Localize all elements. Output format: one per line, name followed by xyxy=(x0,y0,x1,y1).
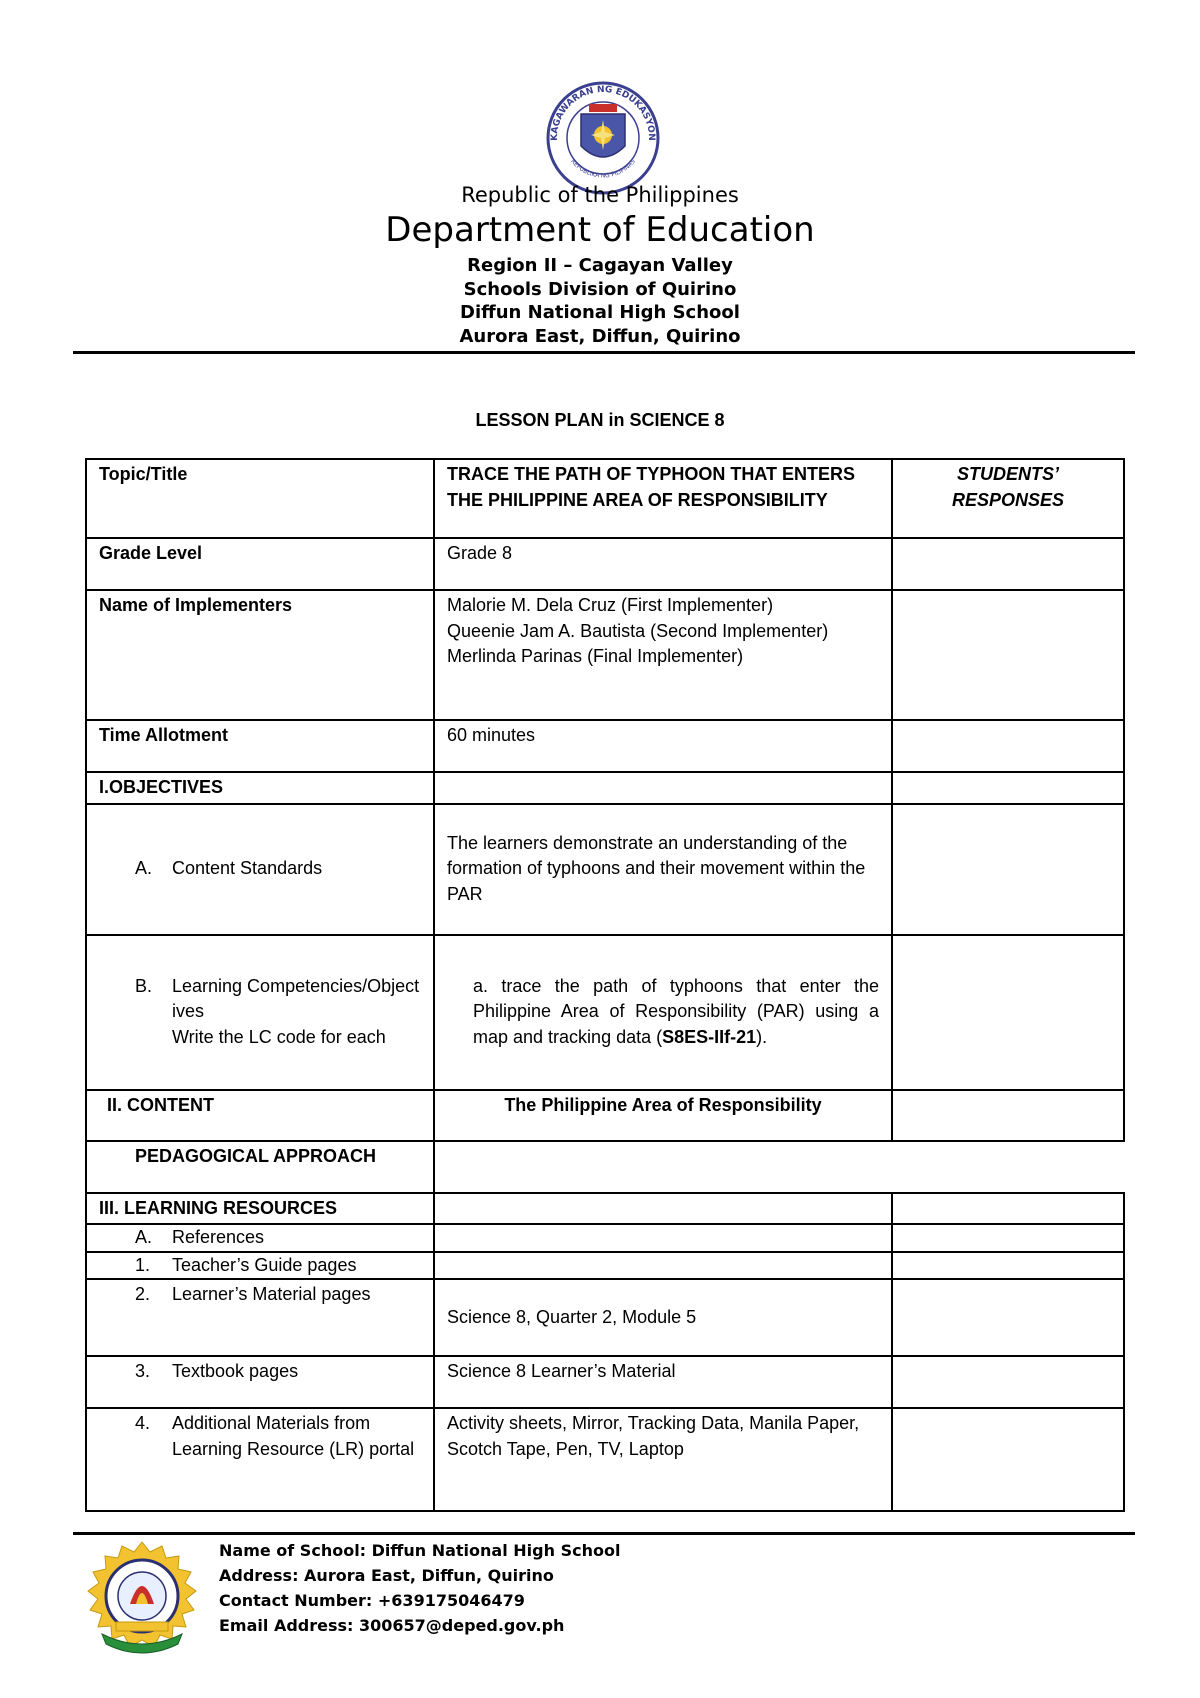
header-divider xyxy=(73,351,1135,354)
time-allotment-value: 60 minutes xyxy=(434,720,892,772)
time-allotment-label: Time Allotment xyxy=(86,720,434,772)
footer-address: Address: Aurora East, Diffun, Quirino xyxy=(219,1566,554,1585)
competency-end: ). xyxy=(756,1026,768,1047)
competencies-label: Learning Competencies/Objectives xyxy=(172,975,420,1022)
header-subtitles xyxy=(0,254,1200,348)
republic-label: Republic of the Philippines xyxy=(461,183,739,207)
table-row xyxy=(86,1090,1124,1141)
empty-cell xyxy=(434,772,892,804)
response-cell xyxy=(892,1252,1124,1280)
content-standards-value: The learners demonstrate an understanding of the formation of typhoons and their movement within the PAR xyxy=(434,804,892,935)
division-label: Schools Division of Quirino xyxy=(463,278,737,300)
competency-code: S8ES-IIf-21 xyxy=(662,1026,757,1047)
learning-resources-label: III. LEARNING RESOURCES xyxy=(86,1193,434,1225)
footer-school-name: Name of School: Diffun National High School xyxy=(219,1541,621,1560)
department-title: Department of Education xyxy=(385,210,815,250)
textbook-label: Textbook pages xyxy=(172,1361,299,1381)
grade-level-label: Grade Level xyxy=(86,538,434,590)
table-row xyxy=(86,1279,1124,1356)
grade-level-value: Grade 8 xyxy=(434,538,892,590)
learners-material-label: Learner’s Material pages xyxy=(172,1284,371,1304)
content-standards-label: Content Standards xyxy=(172,858,323,879)
table-row xyxy=(86,720,1124,772)
content-standards-cell xyxy=(86,804,434,935)
competencies-value xyxy=(434,935,892,1090)
additional-materials-value: Activity sheets, Mirror, Tracking Data, Manila Paper, Scotch Tape, Pen, TV, Laptop xyxy=(434,1408,892,1511)
response-cell xyxy=(892,1408,1124,1511)
table-row xyxy=(86,1252,1124,1280)
textbook-value: Science 8 Learner’s Material xyxy=(434,1356,892,1408)
empty-cell xyxy=(434,1252,892,1280)
competencies-cell xyxy=(86,935,434,1090)
topic-value: TRACE THE PATH OF TYPHOON THAT ENTERS THE PHILIPPINE AREA OF RESPONSIBILITY xyxy=(434,459,892,538)
content-standards-number: A. xyxy=(135,858,153,879)
response-cell xyxy=(892,538,1124,590)
footer-email: Email Address: 300657@deped.gov.ph xyxy=(219,1616,565,1635)
location-label: Aurora East, Diffun, Quirino xyxy=(459,325,741,347)
textbook-cell xyxy=(86,1356,434,1408)
table-row xyxy=(86,804,1124,935)
svg-text:REPUBLIKA NG PILIPINAS: REPUBLIKA NG PILIPINAS xyxy=(569,158,637,180)
document-title: LESSON PLAN in SCIENCE 8 xyxy=(475,410,725,430)
teachers-guide-label: Teacher’s Guide pages xyxy=(172,1254,357,1275)
pedagogical-approach-label: PEDAGOGICAL APPROACH xyxy=(86,1141,434,1193)
table-row xyxy=(86,459,1124,538)
teachers-guide-number: 1. xyxy=(135,1254,151,1275)
teachers-guide-cell xyxy=(86,1252,434,1280)
students-responses-header: STUDENTS’ RESPONSES xyxy=(892,459,1124,538)
textbook-number: 3. xyxy=(135,1361,151,1381)
references-number: A. xyxy=(135,1227,153,1247)
references-cell xyxy=(86,1224,434,1252)
implementer-2: Queenie Jam A. Bautista (Second Implementer) xyxy=(447,620,829,641)
table-row xyxy=(86,1141,1124,1193)
response-cell xyxy=(892,590,1124,720)
implementer-3: Merlinda Parinas (Final Implementer) xyxy=(447,646,744,666)
response-cell xyxy=(892,720,1124,772)
table-row xyxy=(86,935,1124,1090)
footer-info xyxy=(219,1538,620,1638)
response-cell xyxy=(892,1193,1124,1225)
implementers-label: Name of Implementers xyxy=(86,590,434,720)
response-cell xyxy=(892,1279,1124,1356)
empty-cell xyxy=(434,1193,892,1225)
response-cell xyxy=(892,1224,1124,1252)
school-label: Diffun National High School xyxy=(460,302,740,323)
empty-cell xyxy=(434,1224,892,1252)
competency-text: a. trace the path of typhoons that enter the Philippine Area of Responsibility (PAR) using a map and tracking data ( xyxy=(473,975,879,1047)
content-label: II. CONTENT xyxy=(86,1090,434,1141)
table-row xyxy=(86,772,1124,804)
response-cell xyxy=(892,935,1124,1090)
table-row xyxy=(86,590,1124,720)
table-row xyxy=(86,1224,1124,1252)
response-cell xyxy=(892,772,1124,804)
svg-text:KAGAWARAN NG EDUKASYON: KAGAWARAN NG EDUKASYON xyxy=(549,84,657,141)
footer-contact: Contact Number: +639175046479 xyxy=(219,1591,525,1610)
response-cell xyxy=(892,804,1124,935)
lesson-plan-table xyxy=(85,458,1125,1512)
response-cell xyxy=(892,1356,1124,1408)
additional-materials-cell xyxy=(86,1408,434,1511)
topic-label: Topic/Title xyxy=(86,459,434,538)
implementers-list xyxy=(434,590,892,720)
deped-seal-logo xyxy=(543,80,663,195)
implementer-1: Malorie M. Dela Cruz (First Implementer) xyxy=(447,595,774,615)
competencies-number: B. xyxy=(135,975,153,996)
references-label: References xyxy=(172,1227,265,1247)
objectives-label: I.OBJECTIVES xyxy=(86,772,434,804)
table-row xyxy=(86,1408,1124,1511)
learners-material-number: 2. xyxy=(135,1284,151,1304)
table-row xyxy=(86,1193,1124,1225)
footer-divider xyxy=(73,1532,1135,1535)
learners-material-cell xyxy=(86,1279,434,1356)
content-value: The Philippine Area of Responsibility xyxy=(434,1090,892,1141)
learners-material-value: Science 8, Quarter 2, Module 5 xyxy=(434,1279,892,1356)
empty-cell xyxy=(434,1141,1124,1193)
school-seal-logo xyxy=(78,1538,206,1666)
response-cell xyxy=(892,1090,1124,1141)
additional-materials-number: 4. xyxy=(135,1413,151,1433)
table-row xyxy=(86,538,1124,590)
region-label: Region II – Cagayan Valley xyxy=(467,255,733,276)
table-row xyxy=(86,1356,1124,1408)
competencies-note: Write the LC code for each xyxy=(172,1026,386,1047)
additional-materials-label: Additional Materials from Learning Resource (LR) portal xyxy=(172,1413,415,1459)
